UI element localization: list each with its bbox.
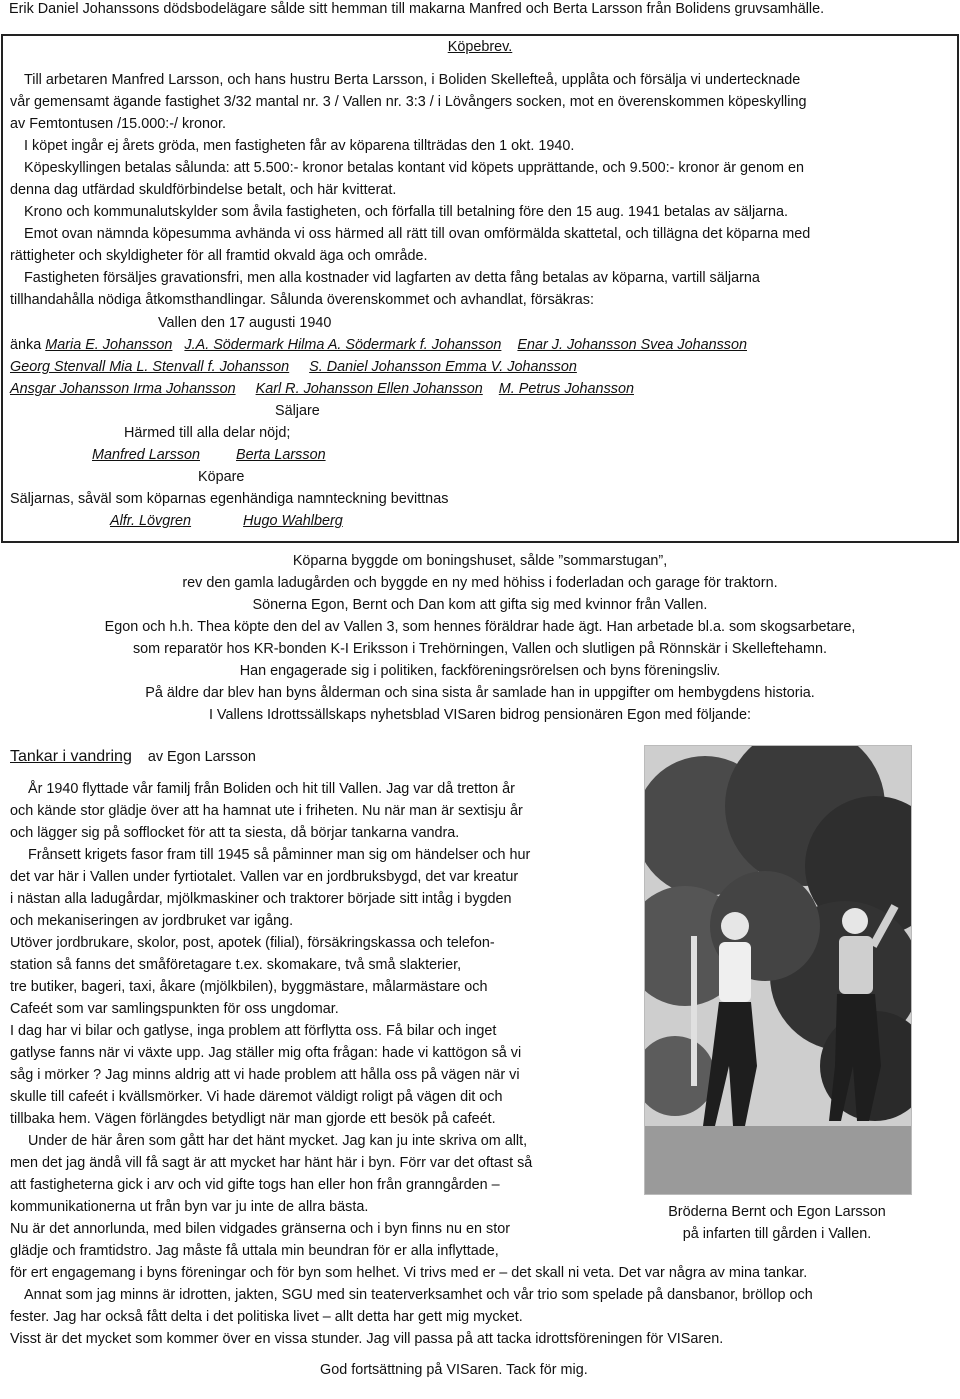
buyer-signatures [92, 445, 326, 467]
article-line: Utöver jordbrukare, skolor, post, apotek (filial), försäkringskassa och telefon- [10, 935, 495, 951]
middle-line: På äldre dar blev han byns ålderman och sina sista år samlade han in uppgifter om hembygdens historia. [145, 685, 815, 701]
signature: Enar J. Johansson Svea Johansson [517, 337, 747, 353]
photo-image [645, 746, 911, 1194]
article-line: Nu är det annorlunda, med bilen vidgades gränserna och i byn finns nu en stor [10, 1221, 510, 1237]
article-line: tillbaka hem. Vägen förlängdes betydligt när man gjorde ett besök på cafeét. [10, 1111, 496, 1127]
article-line: och kände stor glädje över att ha hamnat ute i friheten. Nu när man är sextisju år [10, 803, 523, 819]
signature: Maria E. Johansson [45, 337, 173, 353]
middle-line: Egon och h.h. Thea köpte den del av Vallen 3, som hennes föräldrar hade ägt. Han arbetade bl.a. som skogsarbetare, [104, 619, 856, 635]
article-line: Frånsett krigets fasor fram till 1945 så påminner man sig om händelser och hur [28, 847, 531, 863]
satisfied-text: Härmed till alla delar nöjd; [124, 425, 291, 441]
signature-row [10, 379, 634, 401]
article-line: I dag har vi bilar och gatlyse, inga problem att förflytta oss. Få bilar och inget [10, 1023, 497, 1039]
deed-line: tillhandahålla nödiga åtkomsthandlingar. Sålunda överenskommet och avhandlat, försäkras: [10, 292, 594, 308]
signature-row [10, 357, 577, 379]
signature: Berta Larsson [235, 447, 326, 463]
signature: M. Petrus Johansson [498, 381, 634, 397]
deed-title: Köpebrev. [447, 39, 513, 55]
middle-line: I Vallens Idrottssällskaps nyhetsblad VISaren bidrog pensionären Egon med följande: [208, 707, 752, 723]
article-line: station så fanns det småföretagare t.ex. skomakare, två små slakterier, [10, 957, 462, 973]
place-date: Vallen den 17 augusti 1940 [158, 315, 332, 331]
middle-line: Sönerna Egon, Bernt och Dan kom att gifta sig med kvinnor från Vallen. [252, 597, 708, 613]
article-line: i nästan alla ladugårdar, mjölkmaskiner och traktorer började sitt intåg i bygden [10, 891, 512, 907]
article-line: och lägger sig på sofflocket för att ta siesta, då börjar tankarna vandra. [10, 825, 460, 841]
article-line: glädje och framtidstro. Jag måste få uttala min beundran för er alla inflyttade, [10, 1243, 499, 1259]
article-line: för ert engagemang i byns föreningar och för byn som helhet. Vi trivs med er – det skall ni veta. Det var några av mina tankar. [10, 1265, 808, 1281]
photo-brothers [644, 745, 912, 1195]
article-line: Annat som jag minns är idrotten, jakten, SGU med sin teaterverksamhet och vår trio som spelade på dansbanor, bröllop och [24, 1287, 813, 1303]
deed-line: I köpet ingår ej årets gröda, men fastigheten får av köparena tillträdas den 1 okt. 1940. [24, 138, 575, 154]
deed-line: rättigheter och skyldigheter för all framtid okvald äga och område. [10, 248, 428, 264]
article-line: och mekaniseringen av jordbruket var igång. [10, 913, 294, 929]
buyer-label: Köpare [198, 469, 245, 485]
witness-text: Säljarnas, såväl som köparnas egenhändiga namnteckning bevittnas [10, 491, 449, 507]
deed-line: Emot ovan nämnda köpesumma avhända vi oss härmed all rätt till ovan omförmälda skattetal, och tillägna det köparna med [24, 226, 811, 242]
signature-row [10, 335, 747, 357]
signature: Alfr. Lövgren [110, 513, 192, 529]
seller-label: Säljare [275, 403, 320, 419]
signature: S. Daniel Johansson Emma V. Johansson [309, 359, 577, 375]
deed-line: vår gemensamt ägande fastighet 3/32 mantal nr. 3 / Vallen nr. 3:3 / i Lövångers socken, mot en överenskommen köpeskylling [10, 94, 807, 110]
article-line: såg i mörker ? Jag minns aldrig att vi hade problem att hålla oss på vägen när vi [10, 1067, 520, 1083]
article-title: Tankar i vandring [10, 748, 132, 765]
deed-line: Köpeskyllingen betalas sålunda: att 5.500:- kronor betalas kontant vid köpets upprättande, och 9.500:- kronor är genom en [24, 160, 804, 176]
article-line: Visst är det mycket som kommer över en vissa stunder. Jag vill passa på att tacka idrottsföreningen för VISaren. [10, 1331, 724, 1347]
article-line: tre butiker, bageri, taxi, åkare (mjölkbilen), byggmästare, målarmästare och [10, 979, 488, 995]
witness-signatures [110, 511, 343, 533]
signature: Karl R. Johansson Ellen Johansson [255, 381, 483, 397]
article-line: skulle till cafeét i kvällsmörker. Vi hade däremot väldigt roligt på vägen dit och [10, 1089, 503, 1105]
photo-caption: på infarten till gården i Vallen. [682, 1226, 872, 1242]
deed-line: Krono och kommunalutskylder som åvila fastigheten, och förfalla till betalning före den 15 aug. 1941 betalas av säljarna. [24, 204, 788, 220]
signature: J.A. Södermark Hilma A. Södermark f. Johansson [184, 337, 502, 353]
middle-line: Han engagerade sig i politiken, fackföreningsrörelsen och byns föreningsliv. [239, 663, 721, 679]
article-closing: God fortsättning på VISaren. Tack för mig. [320, 1362, 588, 1378]
article-line: men det jag ändå vill få sagt är att mycket har hänt här i byn. Förr var det oftast så [10, 1155, 533, 1171]
signature: Hugo Wahlberg [243, 513, 343, 529]
sig-prefix: änka [10, 337, 42, 353]
middle-line: rev den gamla ladugården och byggde en ny med höhiss i foderladan och garage för traktorn. [182, 575, 778, 591]
deed-line: Till arbetaren Manfred Larsson, och hans hustru Berta Larsson, i Boliden Skellefteå, upplåta och försälja vi undertecknade [24, 72, 801, 88]
middle-line: som reparatör hos KR-bonden K-I Eriksson i Trehörningen, Vallen och slutligen på Rönnskär i Skelleftehamn. [132, 641, 828, 657]
article-line: Cafeét som var samlingspunkten för oss ungdomar. [10, 1001, 339, 1017]
signature: Manfred Larsson [92, 447, 200, 463]
article-heading [10, 746, 256, 769]
signature: Ansgar Johansson Irma Johansson [10, 381, 236, 397]
article-line: gatlyse fanns när vi växte upp. Jag ställer mig ofta frågan: hade vi kattögon så vi [10, 1045, 522, 1061]
deed-line: Fastigheten försäljes gravationsfri, men alla kostnader vid lagfarten av detta fång betalas av köparna, vartill säljarna [24, 270, 760, 286]
article-byline: av Egon Larsson [147, 749, 256, 765]
middle-line: Köparna byggde om boningshuset, sålde ”sommarstugan”, [292, 553, 668, 569]
article-line: fester. Jag har också fått delta i det politiska livet – allt detta har gett mig mycket. [10, 1309, 523, 1325]
page-header: Erik Daniel Johanssons dödsbodelägare sålde sitt hemman till makarna Manfred och Berta Larsson från Bolidens gruvsamhälle. [9, 1, 825, 17]
article-line: kommunikationerna ut från byn var ju inte de allra bästa. [10, 1199, 369, 1215]
article-line: det var här i Vallen under fyrtiotalet. Vallen var en jordbruksbygd, det var kreatur [10, 869, 519, 885]
photo-caption: Bröderna Bernt och Egon Larsson [668, 1204, 886, 1220]
article-line: att fastigheterna gick i arv och vid gifte togs han eller hon från granngården – [10, 1177, 500, 1193]
deed-line: denna dag utfärdad skuldförbindelse betalt, och här kvitterat. [10, 182, 397, 198]
signature: Georg Stenvall Mia L. Stenvall f. Johansson [10, 359, 290, 375]
article-line: Under de här åren som gått har det hänt mycket. Jag kan ju inte skriva om allt, [28, 1133, 528, 1149]
article-line: År 1940 flyttade vår familj från Boliden och hit till Vallen. Jag var då tretton år [28, 781, 515, 797]
deed-line: av Femtontusen /15.000:-/ kronor. [10, 116, 226, 132]
